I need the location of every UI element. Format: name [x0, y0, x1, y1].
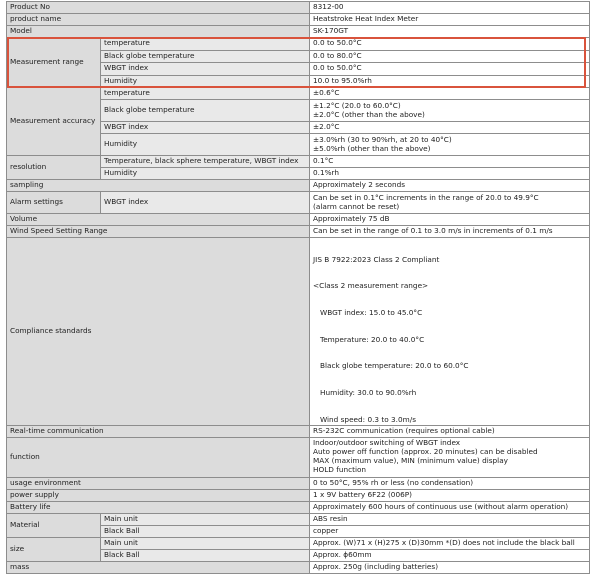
- value-accuracy-wbgt: [310, 122, 590, 134]
- label-sampling: sampling: [7, 180, 310, 192]
- accuracy-humidity-line: ±5.0%rh (other than the above): [313, 143, 431, 153]
- label-compliance: Compliance standards: [7, 238, 310, 426]
- sublabel-accuracy-humidity: Humidity: [101, 134, 310, 156]
- value-range-humidity: 10.0 to 95.0%rh: [310, 75, 590, 88]
- value-product-name: Heatstroke Heat Index Meter: [310, 14, 590, 26]
- sublabel-range-humidity: Humidity: [101, 75, 310, 88]
- accuracy-humidity-line: ±3.0%rh (30 to 90%rh, at 20 to 40°C): [313, 134, 452, 144]
- function-line: Indoor/outdoor switching of WBGT index: [313, 438, 461, 448]
- label-model: Model: [7, 26, 310, 38]
- value-range-black-globe: 0.0 to 80.0°C: [310, 50, 590, 63]
- label-mass: mass: [7, 561, 310, 573]
- value-accuracy-humidity: [310, 134, 590, 156]
- sublabel-size-ball: Black Ball: [101, 549, 310, 561]
- compliance-line: JIS B 7922:2023 Class 2 Compliant: [313, 254, 440, 264]
- sublabel-resolution-temperature: Temperature, black sphere temperature, WBGT index: [101, 156, 310, 168]
- label-measurement-accuracy: Measurement accuracy: [7, 88, 101, 156]
- accuracy-temperature-line: ±0.6°C: [313, 88, 340, 98]
- accuracy-black-globe-line: ±2.0°C (other than the above): [313, 109, 425, 119]
- value-model: SK-170GT: [310, 26, 590, 38]
- row-mass: [7, 561, 590, 573]
- row-wind-speed: [7, 226, 590, 238]
- function-line: Auto power off function (approx. 20 minutes) can be disabled: [313, 447, 538, 457]
- row-range-temperature: [7, 38, 590, 51]
- label-volume: Volume: [7, 214, 310, 226]
- compliance-line: Temperature: 20.0 to 40.0°C: [313, 334, 425, 344]
- row-realtime: [7, 425, 590, 437]
- label-battery-life: Battery life: [7, 501, 310, 513]
- sublabel-range-black-globe: Black globe temperature: [101, 50, 310, 63]
- row-size-main: [7, 537, 590, 549]
- value-resolution-humidity: 0.1%rh: [310, 168, 590, 180]
- row-compliance: [7, 238, 590, 426]
- label-resolution: resolution: [7, 156, 101, 180]
- value-range-wbgt: 0.0 to 50.0°C: [310, 63, 590, 76]
- label-alarm-settings: Alarm settings: [7, 192, 101, 214]
- sublabel-material-main: Main unit: [101, 513, 310, 525]
- label-function: function: [7, 437, 310, 477]
- label-realtime: Real-time communication: [7, 425, 310, 437]
- value-product-no: 8312-00: [310, 2, 590, 14]
- accuracy-black-globe-line: ±1.2°C (20.0 to 60.0°C): [313, 100, 401, 110]
- value-alarm-settings: [310, 192, 590, 214]
- compliance-line: Black globe temperature: 20.0 to 60.0°C: [313, 361, 469, 371]
- value-sampling: Approximately 2 seconds: [310, 180, 590, 192]
- row-volume: [7, 214, 590, 226]
- row-accuracy-temperature: [7, 88, 590, 100]
- row-usage-env: [7, 477, 590, 489]
- label-product-no: Product No: [7, 2, 310, 14]
- row-function: [7, 437, 590, 477]
- value-volume: Approximately 75 dB: [310, 214, 590, 226]
- value-size-main: Approx. (W)71 x (H)275 x (D)30mm *(D) does not include the black ball: [310, 537, 590, 549]
- function-line: HOLD function: [313, 465, 367, 475]
- label-product-name: product name: [7, 14, 310, 26]
- row-power-supply: [7, 489, 590, 501]
- label-material: Material: [7, 513, 101, 537]
- value-material-ball: copper: [310, 525, 590, 537]
- value-material-main: ABS resin: [310, 513, 590, 525]
- row-sampling: [7, 180, 590, 192]
- row-material-main: [7, 513, 590, 525]
- sublabel-resolution-humidity: Humidity: [101, 168, 310, 180]
- value-range-temperature: 0.0 to 50.0°C: [310, 38, 590, 51]
- alarm-line: (alarm cannot be reset): [313, 201, 400, 211]
- row-product-name: [7, 14, 590, 26]
- row-model: [7, 26, 590, 38]
- label-usage-env: usage environment: [7, 477, 310, 489]
- sublabel-range-wbgt: WBGT index: [101, 63, 310, 76]
- value-accuracy-black-globe: [310, 100, 590, 122]
- value-wind-speed: Can be set in the range of 0.1 to 3.0 m/s in increments of 0.1 m/s: [310, 226, 590, 238]
- alarm-line: Can be set in 0.1°C increments in the range of 20.0 to 49.9°C: [313, 192, 539, 202]
- label-size: size: [7, 537, 101, 561]
- value-realtime: RS-232C communication (requires optional cable): [310, 425, 590, 437]
- value-function: [310, 437, 590, 477]
- value-accuracy-temperature: [310, 88, 590, 100]
- compliance-line: Humidity: 30.0 to 90.0%rh: [313, 388, 417, 398]
- sublabel-accuracy-black-globe: Black globe temperature: [101, 100, 310, 122]
- row-alarm-settings: [7, 192, 590, 214]
- label-measurement-range: Measurement range: [7, 38, 101, 88]
- spec-table: [6, 1, 590, 574]
- label-power-supply: power supply: [7, 489, 310, 501]
- value-resolution-temperature: 0.1°C: [310, 156, 590, 168]
- sublabel-material-ball: Black Ball: [101, 525, 310, 537]
- sublabel-accuracy-wbgt: WBGT index: [101, 122, 310, 134]
- sublabel-size-main: Main unit: [101, 537, 310, 549]
- value-size-ball: Approx. ϕ60mm: [310, 549, 590, 561]
- value-usage-env: 0 to 50°C, 95% rh or less (no condensation): [310, 477, 590, 489]
- compliance-line: <Class 2 measurement range>: [313, 281, 429, 291]
- label-wind-speed: Wind Speed Setting Range: [7, 226, 310, 238]
- value-compliance: [310, 238, 590, 426]
- compliance-line: Wind speed: 0.3 to 3.0m/s: [313, 414, 416, 424]
- value-battery-life: Approximately 600 hours of continuous use (without alarm operation): [310, 501, 590, 513]
- compliance-line: WBGT index: 15.0 to 45.0°C: [313, 308, 423, 318]
- accuracy-wbgt-line: ±2.0°C: [313, 122, 340, 132]
- function-line: MAX (maximum value), MIN (minimum value) display: [313, 456, 508, 466]
- value-mass: Approx. 250g (including batteries): [310, 561, 590, 573]
- value-power-supply: 1 x 9V battery 6F22 (006P): [310, 489, 590, 501]
- row-resolution-temperature: [7, 156, 590, 168]
- sublabel-alarm-wbgt: WBGT index: [101, 192, 310, 214]
- row-product-no: [7, 2, 590, 14]
- sublabel-accuracy-temperature: temperature: [101, 88, 310, 100]
- row-battery-life: [7, 501, 590, 513]
- sublabel-range-temperature: temperature: [101, 38, 310, 51]
